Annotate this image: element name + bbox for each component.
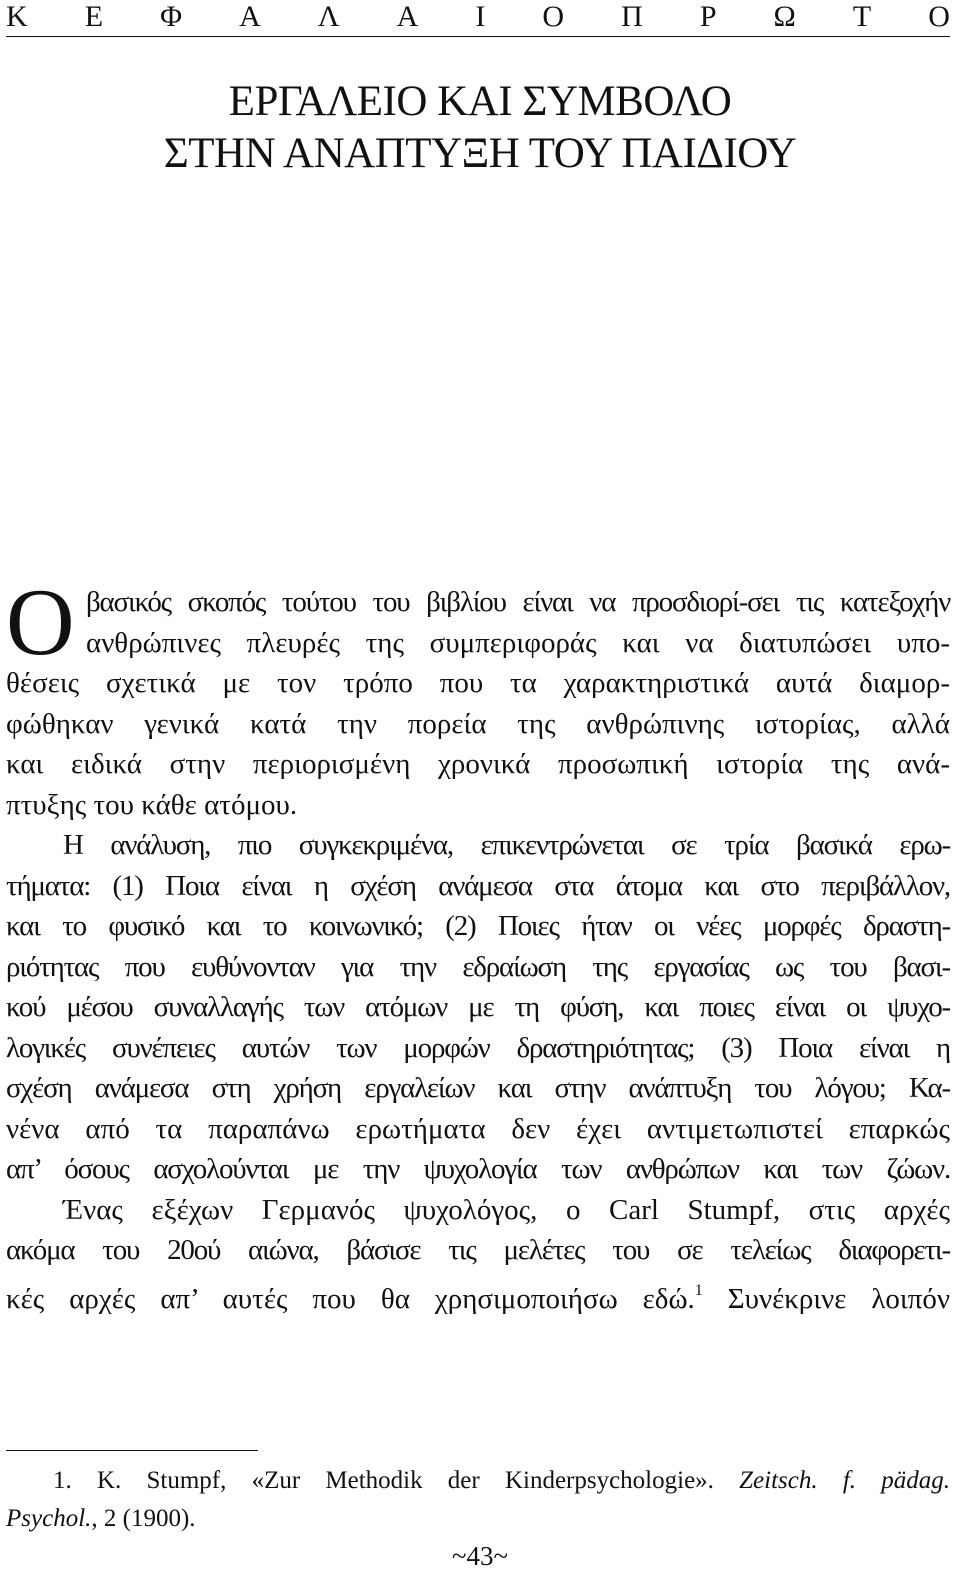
- header-letter: Κ: [6, 0, 28, 33]
- footnote-line: [6, 1462, 950, 1500]
- footnote-author: K. Stumpf, «Zur Methodik der Kinderpsychologie».: [71, 1467, 740, 1494]
- text-line: τήματα: (1) Ποια είναι η σχέση ανάμεσα στα άτομα και στο περιβάλλον,: [6, 869, 950, 902]
- chapter-title-line: ΕΡΓΑΛΕΙΟ ΚΑΙ ΣΥΜΒΟΛΟ: [228, 78, 732, 125]
- header-letter: Ι: [475, 0, 486, 33]
- footnote-number: 1.: [53, 1467, 72, 1494]
- header-letter: Λ: [317, 0, 340, 33]
- text-line: θέσεις σχετικά με τον τρόπο που τα χαρακτηριστικά αυτά διαμορ-: [6, 667, 950, 699]
- text-line: ριότητας που ευθύνονταν για την εδραίωση της εργασίας ως του βασι-: [6, 950, 950, 983]
- header-letter: Α: [239, 0, 261, 33]
- paragraph-1: [6, 569, 950, 825]
- header-letter: Π: [621, 0, 643, 33]
- text-line: ακόμα του 20ού αιώνα, βάσισε τις μελέτες του σε τελείως διαφορετι-: [6, 1234, 950, 1266]
- text-line: λογικές συνέπειες αυτών των μορφών δραστηριότητας; (3) Ποια είναι η: [6, 1031, 950, 1064]
- text-line: απ’ όσους ασχολούνται με την ψυχολογία των ανθρώπων και των ζώων.: [6, 1153, 950, 1185]
- body-text: [6, 569, 950, 1319]
- text-fragment: Συνέκρινε λοιπόν: [702, 1282, 950, 1315]
- text-line: νένα από τα παραπάνω ερωτήματα δεν έχει αντιμετωπιστεί επαρκώς: [6, 1112, 950, 1145]
- paragraph-3: [6, 1190, 950, 1320]
- page-number: ~43~: [451, 1541, 509, 1571]
- chapter-label: [6, 0, 950, 34]
- text-line: ανθρώπινες πλευρές της συμπεριφοράς και να διατυπώσει υπο-: [86, 626, 950, 659]
- chapter-title: [0, 76, 960, 180]
- header-letter: Ο: [928, 0, 950, 33]
- running-header: [6, 0, 950, 37]
- footnote: [6, 1462, 950, 1538]
- chapter-title-line: ΣΤΗΝ ΑΝΑΠΤΥΞΗ ΤΟΥ ΠΑΙΔΙΟΥ: [163, 130, 797, 177]
- header-letter: Ο: [542, 0, 565, 33]
- text-line: βασικός σκοπός τούτου του βιβλίου είναι να προσδιορί-σει τις κατεξοχήν: [86, 586, 950, 618]
- text-line: φώθηκαν γενικά κατά την πορεία της ανθρώπινης ιστορίας, αλλά: [6, 707, 950, 740]
- header-letter: Τ: [852, 0, 872, 33]
- header-letter: Ω: [773, 0, 796, 33]
- text-line: Η ανάλυση, πιο συγκεκριμένα, επικεντρώνεται σε τρία βασικά ερω-: [63, 829, 950, 861]
- footnote-journal: Zeitsch. f. pädag.: [739, 1467, 950, 1494]
- drop-cap: Ο: [6, 569, 75, 675]
- text-fragment: κές αρχές απ’ αυτές που θα χρησιμοποιήσω εδώ.: [6, 1282, 695, 1315]
- text-line: Ένας εξέχων Γερμανός ψυχολόγος, ο Carl Stumpf, στις αρχές: [63, 1193, 950, 1226]
- text-line: σχέση ανάμεσα στη χρήση εργαλείων και στην ανάπτυξη του λόγου; Κα-: [6, 1072, 950, 1104]
- text-line: πτυξης του κάθε ατόμου.: [6, 788, 298, 821]
- text-line: και το φυσικό και το κοινωνικό; (2) Ποιες ήταν οι νέες μορφές δραστη-: [6, 910, 950, 942]
- footnote-rule: [6, 1450, 258, 1451]
- footnote-reference[interactable]: 1: [694, 1281, 703, 1299]
- footnote-line: [6, 1500, 950, 1538]
- header-letter: Ρ: [699, 0, 717, 33]
- header-letter: Ε: [84, 0, 104, 33]
- paragraph-2: [6, 825, 950, 1190]
- text-line: κού μέσου συναλλαγής των ατόμων με τη φύση, και ποιες είναι οι ψυχο-: [6, 991, 950, 1023]
- header-letter: Α: [396, 0, 419, 33]
- header-letter: Φ: [160, 0, 183, 33]
- footnote-journal: Psychol.: [6, 1505, 92, 1532]
- text-line: και ειδικά στην περιορισμένη χρονικά προσωπική ιστορία της ανά-: [6, 748, 950, 780]
- text-line: [6, 1271, 950, 1320]
- footnote-details: , 2 (1900).: [91, 1505, 196, 1532]
